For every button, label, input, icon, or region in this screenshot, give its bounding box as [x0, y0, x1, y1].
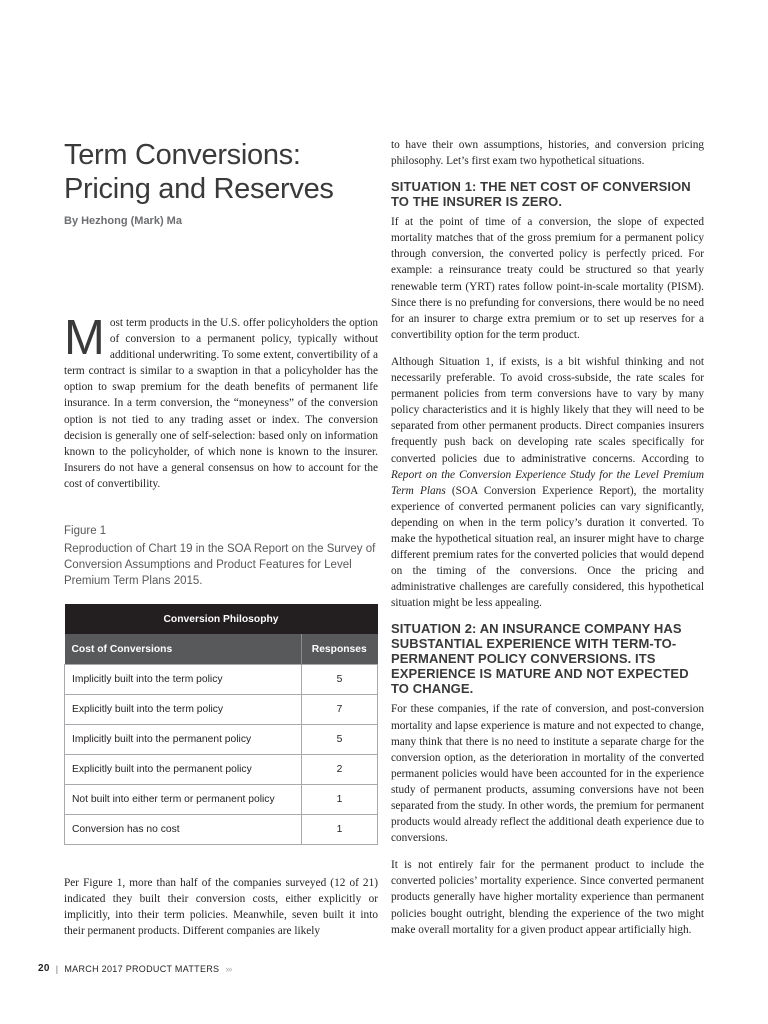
intro-text: ost term products in the U.S. offer policyholders the option of conversion to a permanent policy, typically without additional underwriting. To some extent, convertibility of a term contract is similar to a swaption in that a policyholder has the option to swap premium for the death benefits of permanent life insurance. In a term conversion, the “moneyness” of the conversion option is not tied to any trading asset or index. The conversion decision is generally one of self-selection: based only on information known to the policyholder, of which none is known to the insurer. Insurers do not have a general consensus on how to account for the cost of convertibility.	[64, 317, 378, 490]
table-row	[65, 755, 378, 785]
byline: By Hezhong (Mark) Ma	[64, 215, 182, 227]
title-line-2: Pricing and Reserves	[64, 173, 334, 205]
intro-paragraph	[64, 311, 378, 492]
chevrons-icon: ›››	[225, 963, 232, 974]
table-row	[65, 815, 378, 845]
situation-1-text-b: (SOA Conversion Experience Report), the mortality experience of converted permanent policies can vary significantly, depending on when in the term policy’s duration it converted. To make the hypothetical situation real, an insurer might have to charge different premium rates for the converted policies that would depend on the timing of the conversions. Once the pricing and administrative challenges are carefully considered, this hypothetical situation might be less appealing.	[391, 484, 704, 610]
situation-1-text-a: Although Situation 1, if exists, is a bit wishful thinking and not necessarily preferable. To avoid cross-subside, the rate scales for permanent policies from term conversions have to vary by many policy characteristics and it is highly likely that they will need to be separated from other permanent products. Direct companies insurers frequently push back on developing rate scales specifically for converted policies due to administrative concerns. According to	[391, 355, 704, 465]
figure-label: Figure 1	[64, 525, 107, 538]
situation-2-paragraph-1: For these companies, if the rate of conversion, and post-conversion mortality and lapse experience is mature and not expected to change, many think that there is no need to institute a separate charge for the conversion option, as the deterioration in mortality of the converted permanent policies would have been accounted for in the experience study of permanent products, assuming conversions have not been separated from the study. In other words, the premium for permanent products would already reflect the additional death experience due to conversions.	[391, 703, 704, 845]
situation-2-heading: SITUATION 2: AN INSURANCE COMPANY HAS SUBSTANTIAL EXPERIENCE WITH TERM-TO-PERMANENT POLICY CONVERSIONS. ITS EXPERIENCE IS MATURE AND NOT EXPECTED TO CHANGE.	[391, 621, 689, 697]
table-row	[65, 665, 378, 695]
column-header-responses: Responses	[302, 634, 378, 665]
row-value: 2	[302, 755, 378, 785]
column-header-cost: Cost of Conversions	[65, 634, 302, 665]
situation-1-paragraph-2	[391, 354, 704, 612]
conversion-philosophy-table	[64, 604, 378, 845]
article-title	[64, 138, 378, 206]
row-label: Not built into either term or permanent policy	[65, 785, 302, 815]
row-value: 1	[302, 785, 378, 815]
report-reference: Report on the Conversion Experience Study for the Level Premium Term Plans	[391, 468, 704, 497]
continuation-paragraph: to have their own assumptions, histories, and conversion pricing philosophy. Let’s first exam two hypothetical situations.	[391, 139, 704, 168]
row-label: Implicitly built into the term policy	[65, 665, 302, 695]
page-footer	[38, 963, 231, 974]
drop-cap: M	[64, 311, 105, 365]
row-label: Explicitly built into the term policy	[65, 695, 302, 725]
left-column	[64, 138, 378, 939]
situation-2-paragraph-2: It is not entirely fair for the permanent product to include the converted policies’ mortality experience. Since converted permanent products generally have higher mortality experience than permanent policies bought outright, blending the experience of the two might make overall mortality for a given product appear artificially high.	[391, 859, 704, 936]
situation-1-paragraph-1: If at the point of time of a conversion, the slope of expected mortality matches that of the gross premium for a permanent policy through conversion, the converted policy is perfectly priced. For example: a reinsurance treaty could be structured so that yearly renewable term (YRT) rates follow point-in-scale mortality (PISM). Since there is no prefunding for conversions, there would be no need for an insurer to charge extra premium or to set up reserves for a convertibility option for the term product.	[391, 216, 704, 341]
figure-1	[64, 525, 378, 845]
title-line-1: Term Conversions:	[64, 139, 301, 171]
table-row	[65, 725, 378, 755]
footer-separator: |	[55, 963, 59, 974]
figure-caption: Reproduction of Chart 19 in the SOA Report on the Survey of Conversion Assumptions and Product Features for Level Premium Term Plans 2015.	[64, 543, 376, 588]
row-label: Explicitly built into the permanent policy	[65, 755, 302, 785]
table-row	[65, 695, 378, 725]
row-value: 1	[302, 815, 378, 845]
figure-discussion-paragraph: Per Figure 1, more than half of the companies surveyed (12 of 21) indicated they built their conversion costs, either explicitly or implicitly, into their term policies. Meanwhile, seven built it into their permanent products. Different companies are likely	[64, 877, 378, 938]
row-value: 5	[302, 665, 378, 695]
table-row	[65, 785, 378, 815]
situation-1-heading: SITUATION 1: THE NET COST OF CONVERSION TO THE INSURER IS ZERO.	[391, 179, 691, 210]
page-number: 20	[38, 963, 50, 974]
issue-label: MARCH 2017 PRODUCT MATTERS	[64, 963, 220, 974]
row-label: Conversion has no cost	[65, 815, 302, 845]
row-value: 5	[302, 725, 378, 755]
row-value: 7	[302, 695, 378, 725]
right-column	[391, 137, 704, 938]
row-label: Implicitly built into the permanent policy	[65, 725, 302, 755]
table-title: Conversion Philosophy	[65, 604, 378, 634]
